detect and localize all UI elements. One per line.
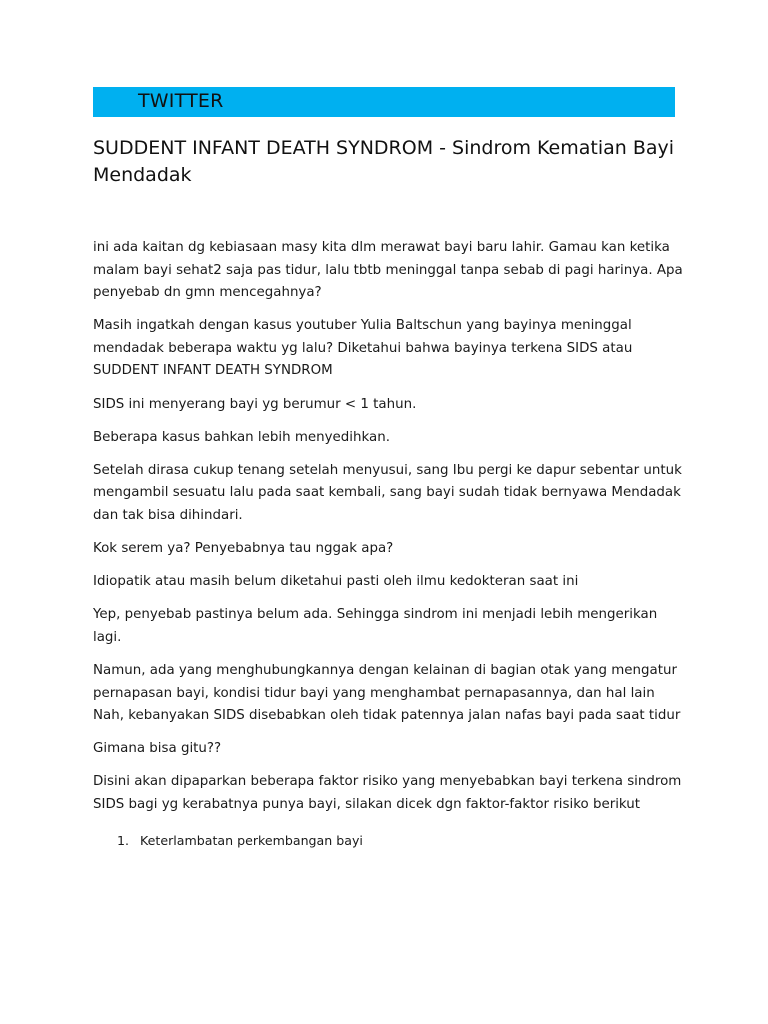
list-item — [93, 830, 683, 852]
paragraph: Disini akan dipaparkan beberapa faktor risiko yang menyebabkan bayi terkena sindrom SIDS bagi yg kerabatnya punya bayi, silakan dicek dgn faktor-faktor risiko berikut — [93, 774, 682, 812]
paragraph: Setelah dirasa cukup tenang setelah menyusui, sang Ibu pergi ke dapur sebentar untuk mengambil sesuatu lalu pada saat kembali, sang bayi sudah tidak bernyawa Mendadak dan tak bisa dihindari. — [93, 462, 682, 523]
risk-factor-list — [93, 830, 683, 852]
list-item-text: Keterlambatan perkembangan bayi — [140, 833, 363, 849]
document-body — [93, 237, 683, 852]
paragraph: Namun, ada yang menghubungkannya dengan kelainan di bagian otak yang mengatur pernapasan bayi, kondisi tidur bayi yang menghambat pernapasannya, dan hal lain Nah, kebanyakan SIDS disebabkan oleh tidak patennya jalan nafas bayi pada saat tidur — [93, 662, 681, 724]
list-item-number: 1. — [117, 833, 130, 849]
banner-label: TWITTER — [138, 90, 224, 112]
paragraph: Yep, penyebab pastinya belum ada. Sehingga sindrom ini menjadi lebih mengerikan lagi. — [93, 607, 658, 645]
twitter-banner — [93, 87, 675, 117]
paragraph: ini ada kaitan dg kebiasaan masy kita dlm merawat bayi baru lahir. Gamau kan ketika malam bayi sehat2 saja pas tidur, lalu tbtb meninggal tanpa sebab di pagi harinya. Apa penyebab dn gmn mencegahnya? — [93, 240, 683, 301]
document-title: SUDDENT INFANT DEATH SYNDROM - Sindrom Kematian Bayi Mendadak — [93, 137, 675, 186]
paragraph: Idiopatik atau masih belum diketahui pasti oleh ilmu kedokteran saat ini — [93, 574, 579, 590]
paragraph: Kok serem ya? Penyebabnya tau nggak apa? — [93, 541, 394, 557]
paragraph: SIDS ini menyerang bayi yg berumur < 1 tahun. — [93, 396, 417, 412]
paragraph: Masih ingatkah dengan kasus youtuber Yulia Baltschun yang bayinya meninggal mendadak beberapa waktu yg lalu? Diketahui bahwa bayinya terkena SIDS atau SUDDENT INFANT DEATH SYNDROM — [93, 318, 633, 379]
paragraph: Gimana bisa gitu?? — [93, 741, 222, 757]
paragraph: Beberapa kasus bahkan lebih menyedihkan. — [93, 429, 390, 445]
